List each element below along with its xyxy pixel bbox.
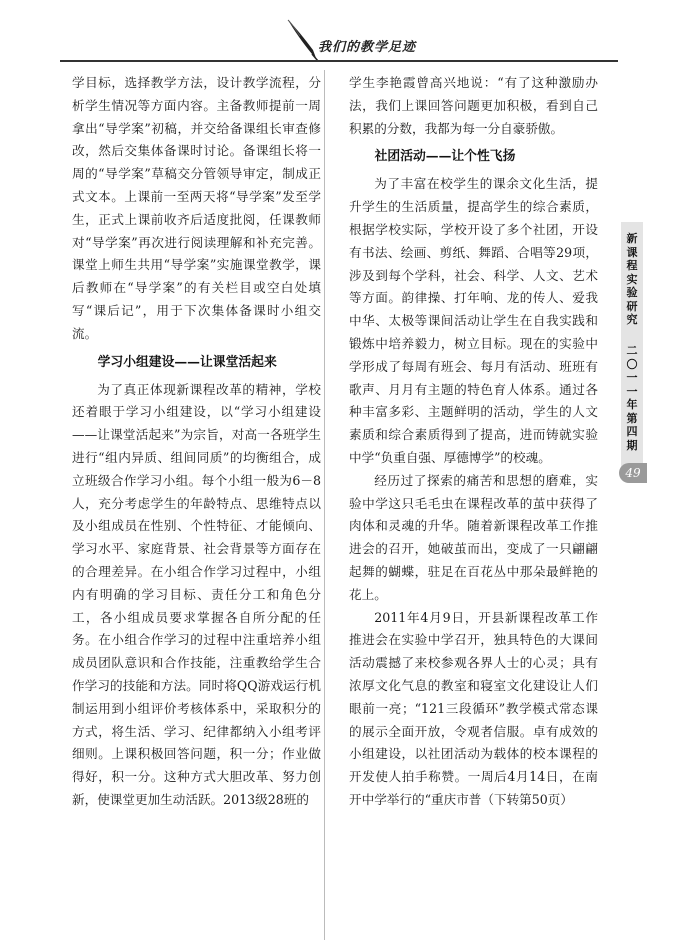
left-column <box>72 72 321 812</box>
journal-name: 新课程实验研究 <box>626 232 638 326</box>
section-heading: 学习小组建设——让课堂活起来 <box>97 354 277 370</box>
right-column <box>349 72 598 812</box>
issue-label: 二〇一一年第四期 <box>626 344 638 452</box>
header-rule <box>60 60 618 62</box>
paragraph: 为了丰富在校学生的课余文化生活，提升学生的生活质量，提高学生的综合素质，根据学校实际，学校开设了多个社团，开设有书法、绘画、剪纸、舞蹈、合唱等29项，涉及到每个学科，社会、科学、人文、艺术等方面。韵律操、打年响、龙的传人、爱我中华、太极等课间活动让学生在自我实践和锻炼中培养毅力，树立目标。现在的实验中学形成了每周有班会、每月有活动、班班有歌声、月月有主题的特色育人体系。通过各种丰富多彩、主题鲜明的活动，学生的人文素质和综合素质得到了提高，进而铸就实验中学“负重自强、厚德博学”的校魂。 <box>349 176 598 465</box>
paragraph: 学目标，选择教学方法，设计教学流程，分析学生情况等方面内容。主备教师提前一周拿出“导学案”初稿，并交给备课组长审查修改，然后交集体备课时讨论。备课组长将一周的“导学案”草稿交分管领导审定，制成正式文本。上课前一至两天将“导学案”发至学生，正式上课前收齐后适度批阅，任课教师对“导学案”再次进行阅读理解和补充完善。课堂上师生共用“导学案”实施课堂教学，课后教师在“导学案”的有关栏目或空白处填写“课后记”，用于下次集体备课时小组交流。 <box>72 75 321 341</box>
page-number: 49 <box>619 463 647 483</box>
side-tab <box>621 222 643 470</box>
header-title: 我们的教学足迹 <box>318 40 417 55</box>
paragraph: 2011年4月9日，开县新课程改革工作推进会在实验中学召开，独具特色的大课间活动震撼了来校参观各界人士的心灵；具有浓厚文化气息的教室和寝室文化建设让人们眼前一亮；“121三段循环”教学模式常态课的展示全面开放，令观者信服。卓有成效的小组建设，以社团活动为载体的校本课程的开发使人拍手称赞。一周后4月14日，在南开中学举行的“重庆市普（下转第50页） <box>349 609 598 807</box>
paragraph: 经历过了探索的痛苦和思想的磨难，实验中学这只毛毛虫在课程改革的茧中获得了肉体和灵魂的升华。随着新课程改革工作推进会的召开，她破茧而出，变成了一只翩翩起舞的蝴蝶，驻足在百花丛中那朵最鲜艳的花上。 <box>349 472 598 602</box>
paragraph: 为了真正体现新课程改革的精神，学校还着眼于学习小组建设，以“学习小组建设——让课堂活起来”为宗旨，对高一各班学生进行“组内异质、组间同质”的均衡组合，成立班级合作学习小组。每个小组一般为6－8人，充分考虑学生的年龄特点、思维特点以及小组成员在性别、个性特征、才能倾向、学习水平、家庭背景、社会背景等方面存在的合理差异。在小组合作学习过程中，小组内有明确的学习目标、责任分工和角色分工，各小组成员要求掌握各自所分配的任务。在小组合作学习的过程中注重培养小组成员团队意识和合作技能，注重教给学生合作学习的技能和方法。同时将QQ游戏运行机制运用到小组评价考核体系中，采取积分的方式，将生活、学习、纪律都纳入小组考评细则。上课积极回答问题，积一分；作业做得好，积一分。这种方式大胆改革、努力创新，使课堂更加生动活跃。2013级28班的 <box>72 381 321 807</box>
column-divider <box>324 70 325 940</box>
paragraph: 学生李艳霞曾高兴地说：“有了这种激励办法，我们上课回答问题更加积极，看到自己积累的分数，我都为每一分自豪骄傲。 <box>349 75 598 136</box>
section-heading: 社团活动——让个性飞扬 <box>374 149 516 165</box>
